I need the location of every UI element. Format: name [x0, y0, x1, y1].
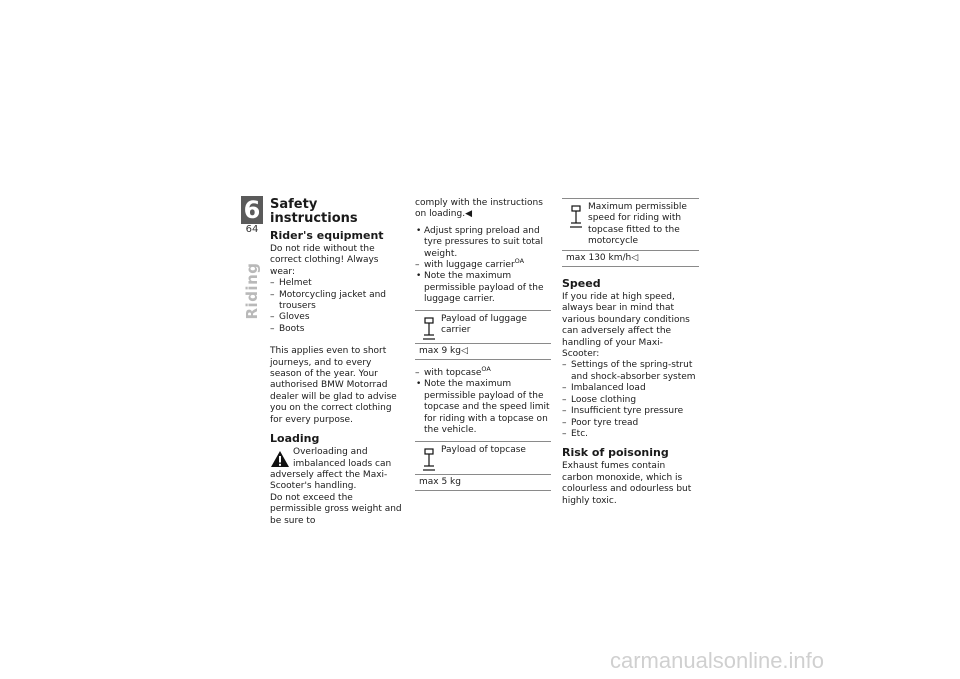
box-title: Maximum permissible speed for riding with topcase fitted to the motorcycle [588, 202, 687, 247]
list-item: – with luggage carrier$^{OA}$ [415, 260, 551, 271]
chapter-number: 6 [241, 196, 263, 224]
chapter-title-vertical [232, 262, 272, 322]
topcase-steps [415, 365, 551, 436]
poisoning-text: Exhaust fumes contain carbon monoxide, which is colourless and odourless but highly toxic. [562, 461, 692, 506]
list-item: – Settings of the spring-strut and shock-absorber system [562, 360, 699, 383]
loading-warning [270, 447, 405, 493]
max-speed-box [562, 198, 699, 267]
loading-warning-text: Overloading and imbalanced loads can adversely affect the Maxi-Scooter's handling. [270, 447, 392, 492]
loading-text: Do not exceed the permissible gross weight and be sure to [270, 492, 402, 526]
box-value: max 5 kg [415, 474, 551, 491]
list-item: • Note the maximum permissible payload of the luggage carrier. [415, 271, 551, 305]
optional-accessory-mark: OA [481, 365, 491, 374]
riders-equipment-intro: Do not ride without the correct clothing! Always wear: [270, 244, 379, 277]
speed-conditions-list [562, 360, 699, 440]
column-2 [415, 198, 551, 491]
list-item: • Adjust spring preload and tyre pressures to suit total weight. [415, 226, 551, 260]
list-item: – Insufficient tyre pressure [562, 406, 699, 417]
load-weight-icon [569, 205, 583, 229]
list-item: – Helmet [270, 278, 405, 289]
page-number: 64 [245, 224, 259, 235]
warning-triangle-icon [270, 450, 290, 468]
speed-heading: Speed [562, 277, 601, 291]
list-item: – Etc. [562, 429, 699, 440]
list-item: – Boots [270, 324, 405, 335]
loading-steps [415, 226, 551, 306]
load-weight-icon [422, 317, 436, 341]
box-title: Payload of topcase [441, 444, 526, 455]
topcase-payload-box [415, 441, 551, 491]
column-1 [270, 198, 405, 527]
list-item: • Note the maximum permissible payload of the topcase and the speed limit for riding with a topcase on the vehicle. [415, 379, 551, 436]
watermark: carmanualsonline.info [610, 648, 825, 673]
poisoning-heading: Risk of poisoning [562, 446, 669, 460]
riders-equipment-heading: Rider's equipment [270, 229, 384, 242]
box-value: max 9 kg◁ [415, 343, 551, 360]
loading-text-continued: comply with the instructions on loading.◀ [415, 198, 543, 220]
end-mark: ◀ [465, 209, 473, 220]
optional-accessory-mark: OA [514, 257, 525, 266]
luggage-carrier-payload-box [415, 310, 551, 360]
equipment-note: This applies even to short journeys, and to every season of the year. Your authorised BMW Motorrad dealer will be glad to advise you on the correct clothing for every purpose. [270, 346, 397, 425]
section-heading: Safety instructions [270, 197, 358, 226]
list-item: – Loose clothing [562, 395, 699, 406]
chapter-title: Riding [243, 262, 261, 320]
speed-text: If you ride at high speed, always bear in mind that various boundary conditions can adversely affect the handling of your Maxi-Scooter: [562, 292, 690, 360]
list-item: – with topcase$^{OA}$ [415, 368, 551, 379]
list-item: – Poor tyre tread [562, 418, 699, 429]
equipment-list [270, 278, 405, 335]
column-3 [562, 198, 699, 507]
list-item: – Imbalanced load [562, 383, 699, 394]
box-title: Payload of luggage carrier [441, 313, 527, 336]
load-weight-icon [422, 448, 436, 472]
list-item: – Motorcycling jacket and trousers [270, 290, 405, 313]
loading-heading: Loading [270, 432, 320, 446]
list-item: – Gloves [270, 312, 405, 323]
box-value: max 130 km/h◁ [562, 250, 699, 267]
